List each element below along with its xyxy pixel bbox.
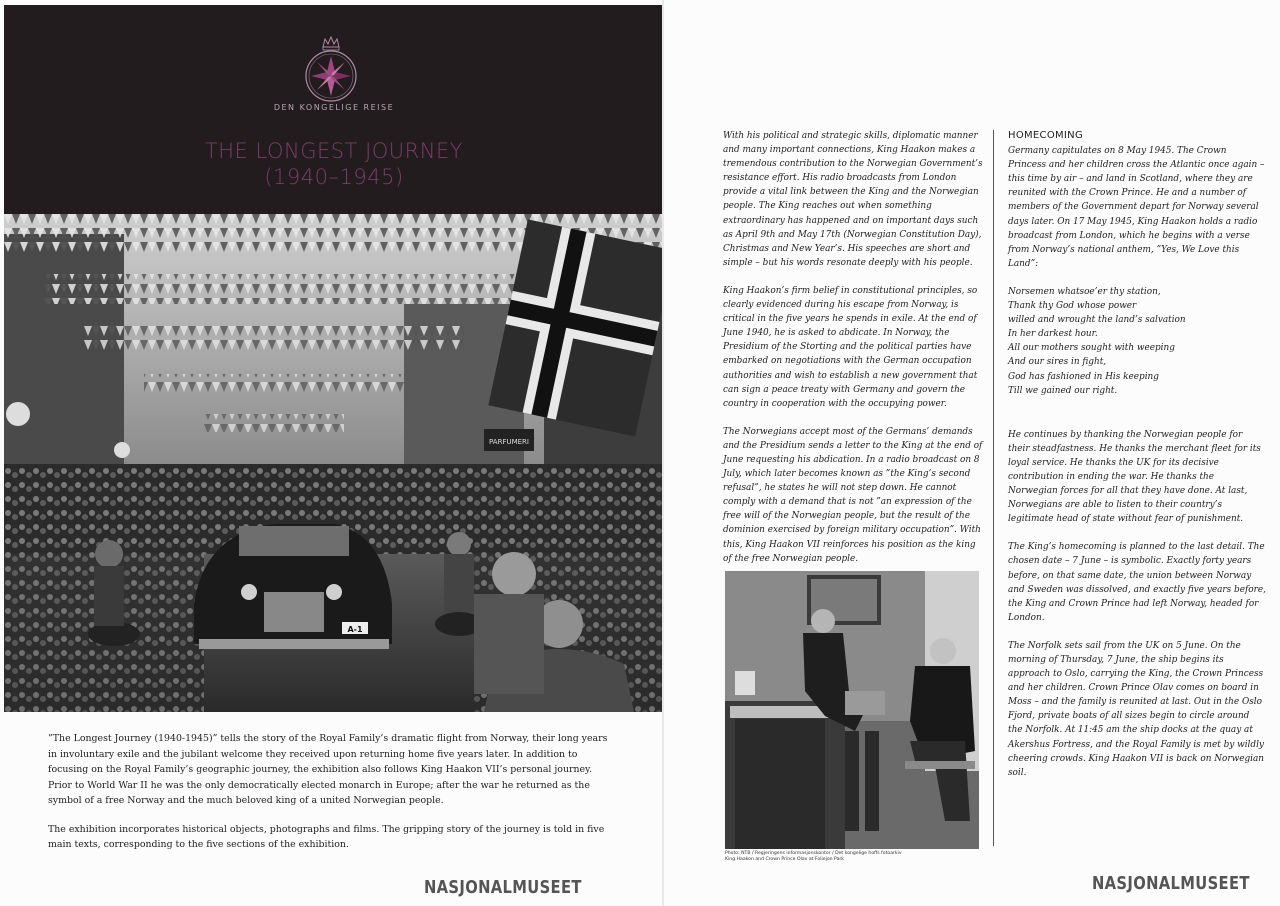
verse-line: In her darkest hour. xyxy=(1008,329,1098,340)
paragraph: Germany capitulates on 8 May 1945. The Crown Princess and her children cross the Atlantic once again – this time by air – and land in Scotland, where they are reunited with the Crown Prince. He and a number of members of the Government depart for Norway several days later. On 17 May 1945, King Haakon holds a radio broadcast from London, which he begins with a verse from Norway’s national anthem, ”Yes, We Love this Land”: xyxy=(1008,146,1265,269)
king-and-crown-prince-photo xyxy=(725,571,979,849)
paragraph: The Norfolk sets sail from the UK on 5 June. On the morning of Thursday, 7 June, the ship begins its approach to Oslo, carrying the King, the Crown Princess and her children. Crown Prince Olav comes on board in Moss – and the family is reunited at last. Out in the Oslo Fjord, private boats of all sizes begin to circle around the Norfolk. At 11:45 am the ship docks at the quay at Akershus Fortress, and the Royal Family is met by wildly cheering crowds. King Haakon VII is back on Norwegian soil. xyxy=(1008,640,1264,778)
verse-line: Norsemen whatsoe’er thy station, xyxy=(1008,286,1161,297)
photo-description: King Haakon and Crown Prince Olav at Foliejon Park xyxy=(725,857,844,862)
license-plate: A-1 xyxy=(347,625,363,634)
verse-line: Till we gained our right. xyxy=(1008,385,1118,396)
nasjonalmuseet-logo: NASJONALMUSEET xyxy=(1092,873,1250,894)
anthem-verse xyxy=(1008,285,1266,398)
verse-line: God has fashioned in His keeping xyxy=(1008,371,1159,382)
paragraph: With his political and strategic skills, diplomatic manner and many important connections, King Haakon makes a tremendous contribution to the Norwegian Government’s resistance effort. His radio broadcasts from London provide a vital link between the King and the Norwegian people. The King reaches out when something extraordinary has happened and on important days such as April 9th and May 17th (Norwegian Constitution Day), Christmas and New Year’s. His speeches are short and simple – but his words resonate deeply with his people. xyxy=(723,131,983,268)
intro-text xyxy=(48,731,618,866)
shop-sign: PARFUMERI xyxy=(489,438,529,446)
paragraph: The Norwegians accept most of the Germans’ demands and the Presidium sends a letter to the King at the end of June requesting his abdication. In a radio broadcast on 8 July, which later becomes known as ”the King’s second refusal”, he states he will not step down. He cannot comply with a demand that is not ”an expression of the free will of the Norwegian people, but the result of the dominion exercised by foreign military occupation”. With this, King Haakon VII reinforces his position as the king of the free Norwegian people. xyxy=(723,426,983,564)
paragraph: He continues by thanking the Norwegian people for their steadfastness. He thanks the merchant fleet for its loyal service. He thanks the UK for its decisive contribution in ending the war. He thanks the Norwegian forces for all that they have done. At last, Norwegians are able to listen to their country’s legitimate head of state without fear of punishment. xyxy=(1008,429,1261,525)
title-text: THE LONGEST JOURNEY xyxy=(204,139,464,163)
verse-line: All our mothers sought with weeping xyxy=(1008,343,1175,354)
liberation-parade-photo xyxy=(4,214,662,712)
royal-compass-emblem-icon xyxy=(301,33,361,103)
paragraph: The King’s homecoming is planned to the last detail. The chosen date – 7 June – is symbolic. Exactly forty years before, on that same date, the union between Norway and Sweden was dissolved, and exactly five years before, the King and Crown Prince had left Norway, headed for London. xyxy=(1008,542,1266,623)
exhibition-brand: DEN KONGELIGE REISE xyxy=(273,103,395,112)
verse-line: willed and wrought the land’s salvation xyxy=(1008,315,1186,326)
section-heading: HOMECOMING xyxy=(1008,130,1083,141)
right-page xyxy=(664,0,1280,906)
title-dates: (1940–1945) xyxy=(264,165,404,189)
title-banner xyxy=(4,5,662,214)
photo-credit: Photo: NTB / Regjeringens informasjonskontor / Det kongelige hoffs fotoarkiv xyxy=(725,851,902,856)
column-divider xyxy=(993,130,994,846)
verse-line: Thank thy God whose power xyxy=(1008,301,1137,312)
intro-paragraph: ”The Longest Journey (1940-1945)” tells the story of the Royal Family’s dramatic flight from Norway, their long years in involuntary exile and the jubilant welcome they received upon returning home five years later. In addition to focusing on the Royal Family’s geographic journey, the exhibition also follows King Haakon VII’s personal journey. Prior to World War II he was the only democratically elected monarch in Europe; after the war he returned as the symbol of a free Norway and the much beloved king of a united Norwegian people. xyxy=(48,733,608,806)
text-column-2 xyxy=(1008,129,1266,794)
intro-paragraph: The exhibition incorporates historical objects, photographs and films. The gripping story of the journey is told in five main texts, corresponding to the five sections of the exhibition. xyxy=(48,823,605,850)
page-title xyxy=(4,138,662,190)
paragraph: King Haakon’s firm belief in constitutional principles, so clearly evidenced during his escape from Norway, is critical in the five years he spends in exile. At the end of June 1940, he is asked to abdicate. In Norway, the Presidium of the Storting and the political parties have embarked on negotiations with the German occupation authorities and wish to establish a new government that can sign a peace treaty with Germany and govern the country in cooperation with the occupying power. xyxy=(723,285,978,409)
nasjonalmuseet-logo: NASJONALMUSEET xyxy=(424,877,582,898)
photo-caption xyxy=(725,851,979,863)
text-column-1 xyxy=(723,129,985,580)
verse-line: And our sires in fight, xyxy=(1008,357,1107,368)
